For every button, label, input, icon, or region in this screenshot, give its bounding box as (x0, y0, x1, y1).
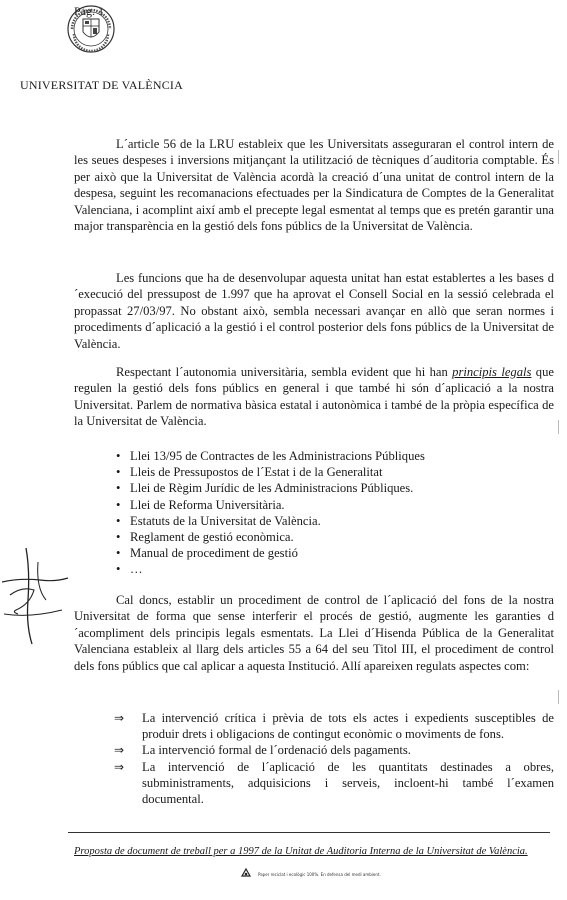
legal-norms-list (116, 448, 425, 578)
university-name: UNIVERSITAT DE VALÈNCIA (20, 78, 183, 92)
list-item (116, 513, 425, 529)
bullet-icon: • (116, 449, 121, 463)
bullet-icon: • (116, 465, 121, 480)
list-item-text: Llei 13/95 de Contractes de les Administracions Públiques (130, 449, 425, 463)
arrow-right-icon: ⇒ (114, 711, 125, 725)
list-item (114, 710, 554, 742)
binder-mark (558, 690, 567, 704)
footer-note: Proposta de document de treball per a 1997 de la Unitat de Auditoria Interna de la Universitat de València. (74, 846, 528, 857)
paragraph-text: que regulen la gestió dels fons públics en general i que també hi són d´aplicació a la nostra Universitat. Parlem de normativa bàsica estatal i autonòmica i també de la pròpia específica de la Universitat de València. (74, 365, 554, 429)
paragraph-control-procedure: Cal doncs, establir un procediment de control de l´aplicació del fons de la nostra Universitat de forma que sense interferir el procés de gestió, augmente les garanties d´acompliment dels principis legals esmentats. La Llei d´Hisenda Pública de la Generalitat Valenciana estableix al llarg dels articles 55 a 64 del seu Titol III, el procediment de control dels fons públics que cal aplicar a aquesta Institució. Allí apareixen regulats aspectes com: (74, 593, 554, 673)
list-item (114, 742, 554, 758)
bullet-icon: • (116, 497, 121, 512)
footer-divider (68, 832, 550, 833)
arrow-right-icon: ⇒ (114, 743, 125, 758)
list-item (116, 545, 425, 561)
bullet-icon: • (116, 513, 121, 528)
binder-mark (558, 420, 567, 434)
list-item (116, 561, 425, 577)
recycle-icon (240, 868, 252, 880)
list-item-text: Lleis de Pressupostos de l´Estat i de la Generalitat (130, 465, 383, 480)
list-item (116, 448, 425, 464)
page-number: Pàg. 1 (74, 4, 104, 18)
recycle-note: Paper reciclat i ecològic 100%. En defensa del medi ambient. (258, 872, 381, 877)
list-item-text: Llei de Reforma Universitària. (130, 497, 285, 512)
bullet-icon: • (116, 530, 121, 545)
list-item (116, 464, 425, 480)
list-item-text: Manual de procediment de gestió (130, 546, 298, 561)
paragraph-legal-principles (74, 364, 554, 430)
paragraph-intro: L´article 56 de la LRU estableix que les Universitats asseguraran el control intern de les seues despeses i inversions mitjançant la utilització de tècniques d´auditoria comptable. És per això que la Universitat de València acordà la creació d´una unitat de control intern de la despesa, seguint les recomanacions efectuades per la Sindicatura de Comptes de la Generalitat Valenciana, i acomplint així amb el precepte legal esmentat al temps que es pretén garantir una major transparència en la gestió dels fons públics de la Universitat de València. (74, 137, 554, 234)
handwritten-signature (0, 540, 70, 650)
emphasis-legal-principles: principis legals (452, 365, 532, 379)
list-item-text: La intervenció formal de l´ordenació dels pagaments. (142, 743, 411, 758)
university-seal-logo (66, 4, 116, 54)
bullet-icon: • (116, 481, 121, 496)
list-item (116, 529, 425, 545)
bullet-icon: • (116, 546, 121, 561)
list-item-text: Llei de Règim Jurídic de les Administracions Públiques. (130, 481, 414, 496)
list-item (116, 480, 425, 496)
list-item (116, 497, 425, 513)
list-item-text: Estatuts de la Universitat de València. (130, 513, 321, 528)
intervention-list (114, 710, 554, 807)
paragraph-text: Respectant l´autonomia universitària, sembla evident que hi han (116, 365, 453, 379)
list-item-text: La intervenció crítica i prèvia de tots els actes i expedients susceptibles de produir drets i obligacions de contingut econòmic o moviments de fons. (142, 711, 554, 742)
paragraph-functions: Les funcions que ha de desenvolupar aquesta unitat han estat establertes a les bases d´execució del pressupost de 1.997 que ha aprovat el Consell Social en la sessió celebrada el propassat 27/03/97. No obstant això, sembla necessari avançar en allò que seran normes i procediments d´aplicació a la gestió i el control posterior dels fons públics de la Universitat de València. (74, 271, 554, 351)
binder-mark (558, 150, 567, 164)
list-item-text: La intervenció de l´aplicació de les quantitats destinades a obres, subministraments, adquisicions i serveis, incloent-hi també l´examen documental. (142, 759, 554, 807)
list-item (114, 759, 554, 808)
arrow-right-icon: ⇒ (114, 759, 125, 774)
list-item-text: … (130, 562, 143, 577)
list-item-text: Reglament de gestió econòmica. (130, 530, 294, 545)
bullet-icon: • (116, 562, 121, 577)
